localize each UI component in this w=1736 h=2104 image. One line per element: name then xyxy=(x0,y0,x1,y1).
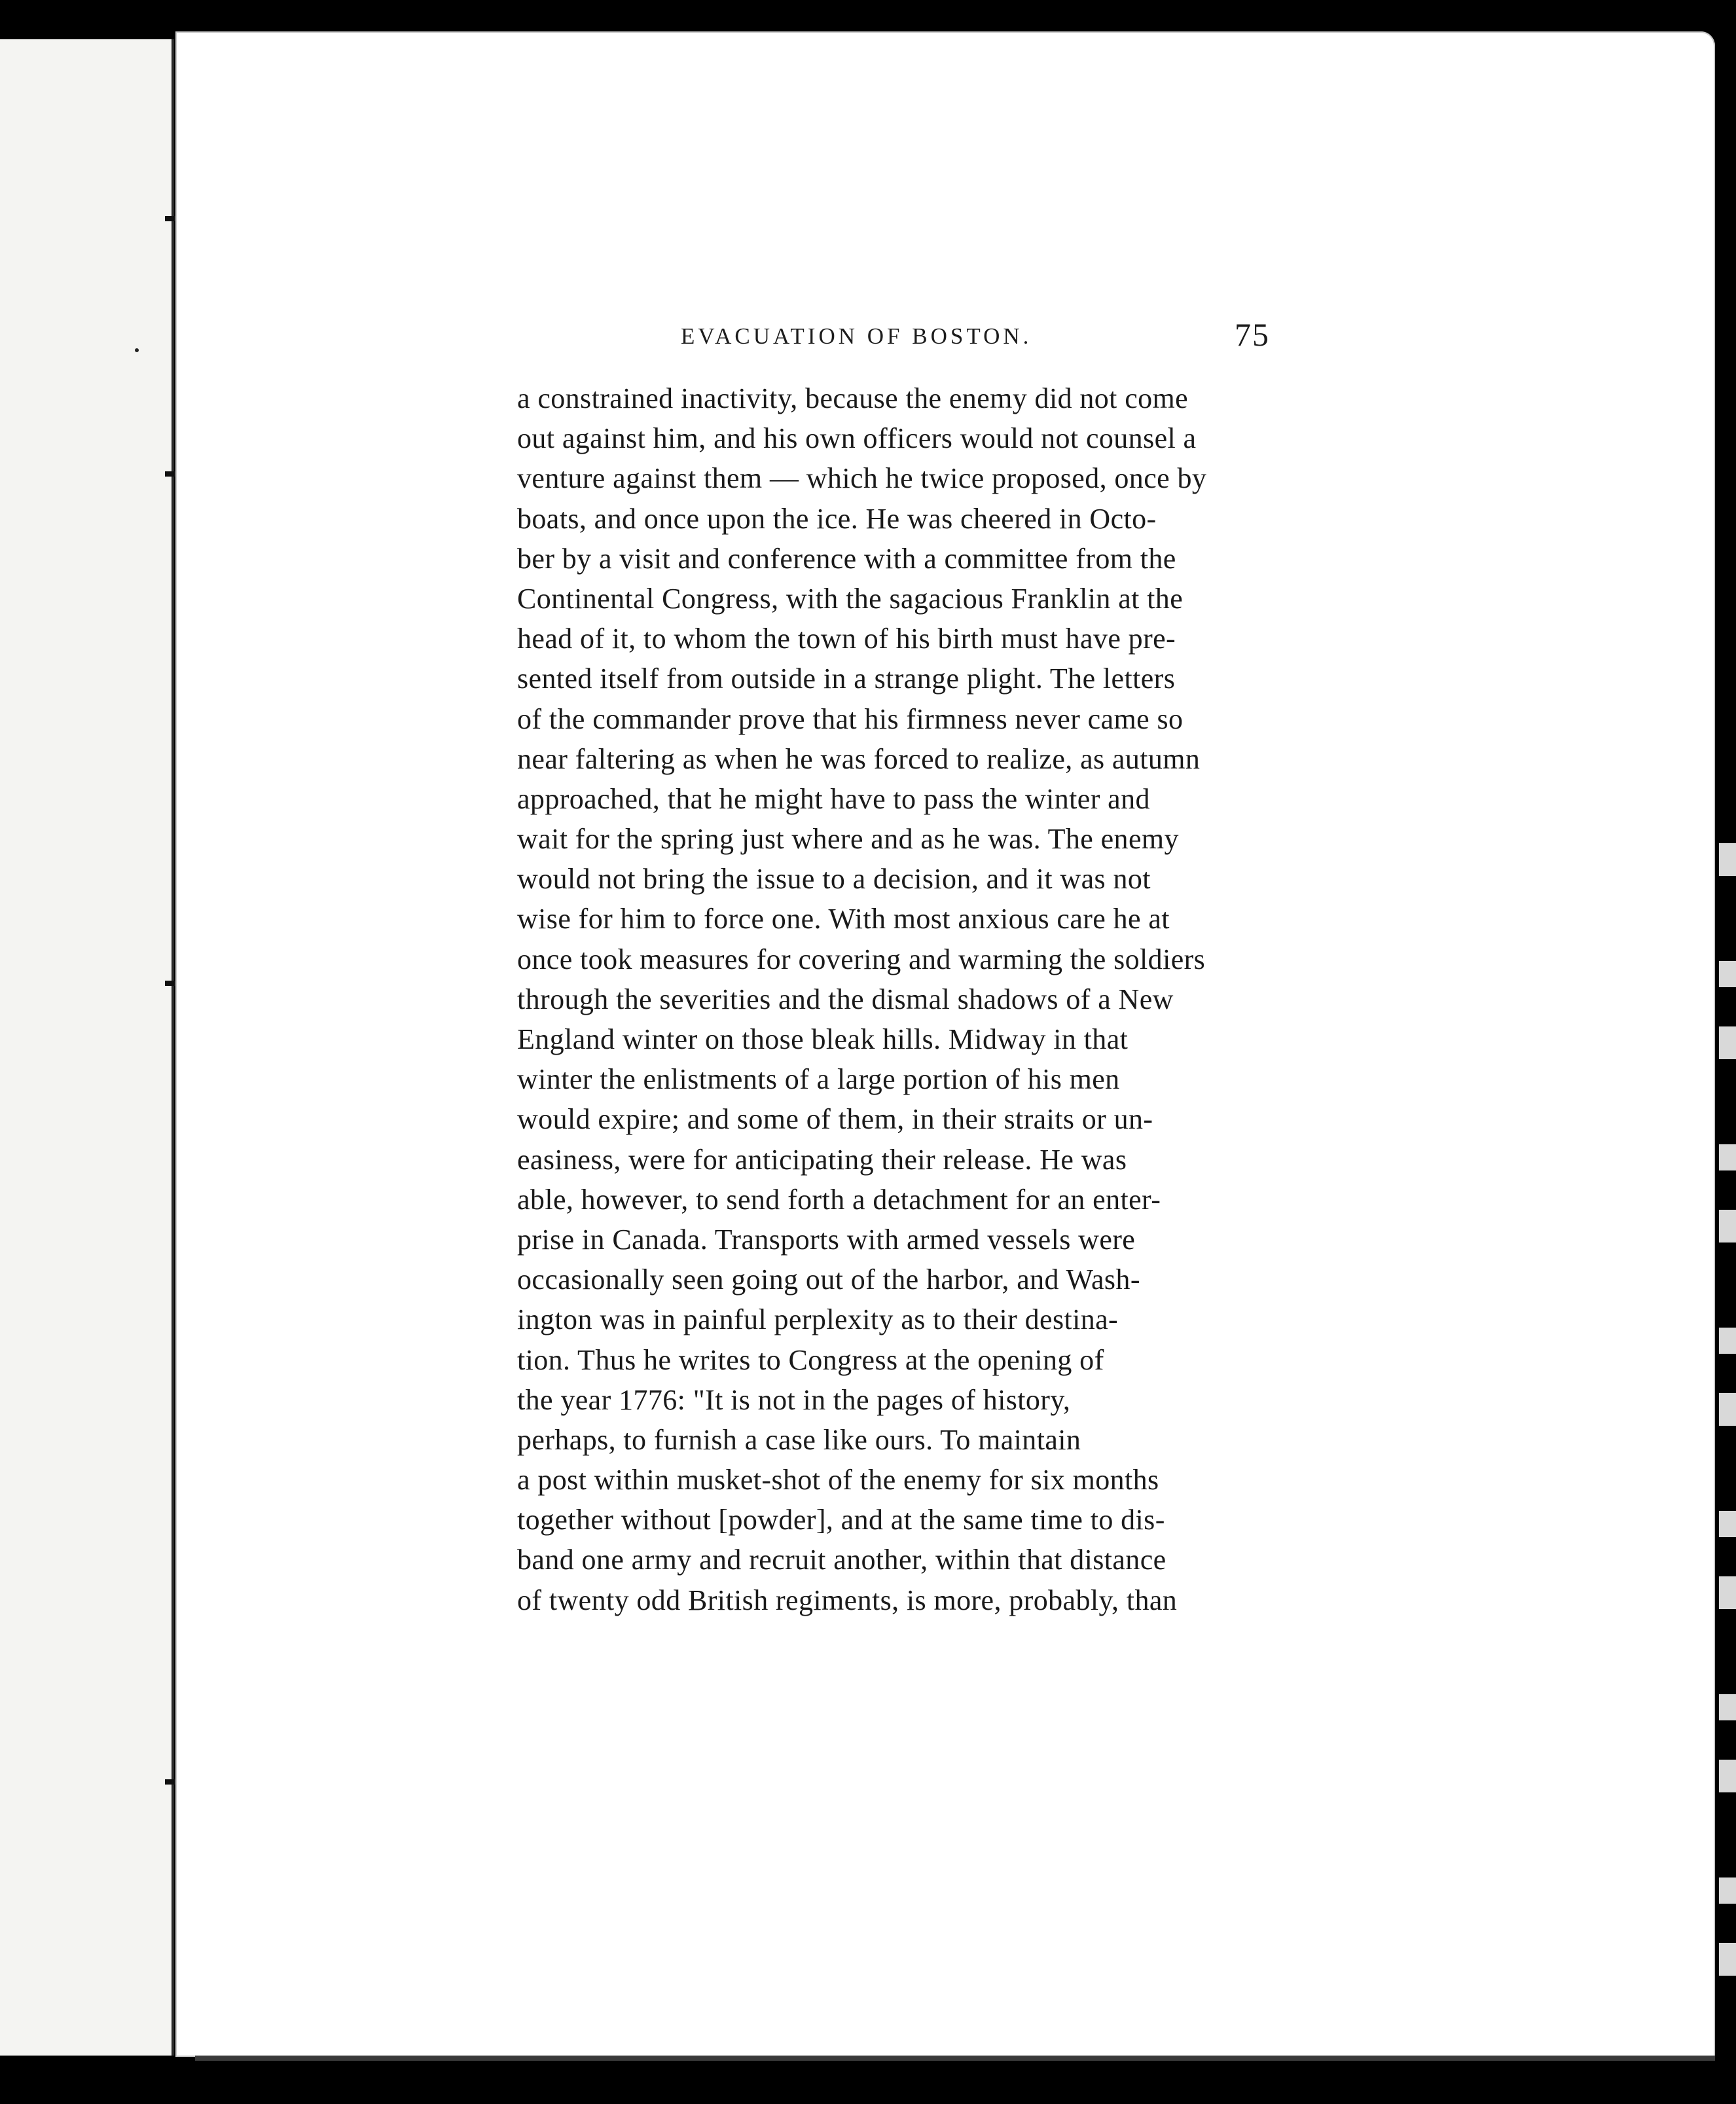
running-head xyxy=(681,316,1270,361)
body-text xyxy=(517,378,1270,1620)
page-edge-bottom xyxy=(195,2056,1715,2061)
text-line: perhaps, to furnish a case like ours. To maintain xyxy=(517,1423,1081,1456)
text-line: wait for the spring just where and as he was. The enemy xyxy=(517,823,1179,856)
text-line: through the severities and the dismal shadows of a New xyxy=(517,983,1174,1015)
facing-page-edge xyxy=(0,39,174,2056)
text-line: winter the enlistments of a large portion of his men xyxy=(517,1063,1120,1096)
text-line: easiness, were for anticipating their release. He was xyxy=(517,1143,1127,1176)
text-line: prise in Canada. Transports with armed vessels were xyxy=(517,1223,1136,1256)
text-line: once took measures for covering and warming the soldiers xyxy=(517,943,1206,975)
text-line: approached, that he might have to pass the winter and xyxy=(517,782,1150,815)
text-line: together without [powder], and at the same time to dis- xyxy=(517,1504,1165,1536)
text-line: ington was in painful perplexity as to their destina- xyxy=(517,1303,1119,1336)
text-line: the year 1776: "It is not in the pages of history, xyxy=(517,1383,1071,1416)
text-line: England winter on those bleak hills. Midway in that xyxy=(517,1023,1129,1055)
text-line: a post within musket-shot of the enemy for six months xyxy=(517,1464,1159,1496)
text-line: out against him, and his own officers would not counsel a xyxy=(517,422,1197,455)
text-line: venture against them — which he twice proposed, once by xyxy=(517,462,1207,495)
text-line: band one army and recruit another, within that distance xyxy=(517,1544,1166,1576)
text-line: wise for him to force one. With most anxious care he at xyxy=(517,903,1170,935)
text-line: occasionally seen going out of the harbor, and Wash- xyxy=(517,1263,1140,1296)
text-line: of the commander prove that his firmness never came so xyxy=(517,702,1184,735)
text-line: sented itself from outside in a strange plight. The letters xyxy=(517,662,1176,695)
text-line: would not bring the issue to a decision, and it was not xyxy=(517,863,1151,896)
speck xyxy=(135,348,139,352)
text-line: Continental Congress, with the sagacious Franklin at the xyxy=(517,582,1184,615)
text-line: boats, and once upon the ice. He was cheered in Octo- xyxy=(517,502,1157,535)
text-line: near faltering as when he was forced to realize, as autumn xyxy=(517,742,1201,775)
text-line: of twenty odd British regiments, is more, probably, than xyxy=(517,1584,1178,1616)
page-edge-right xyxy=(1719,804,1736,1982)
text-line: head of it, to whom the town of his birth must have pre- xyxy=(517,623,1176,655)
running-head-title: EVACUATION OF BOSTON. xyxy=(681,323,1032,349)
text-line: able, however, to send forth a detachment for an enter- xyxy=(517,1183,1161,1216)
text-line: ber by a visit and conference with a committee from the xyxy=(517,542,1176,575)
text-line: a constrained inactivity, because the enemy did not come xyxy=(517,382,1189,414)
text-line: tion. Thus he writes to Congress at the opening of xyxy=(517,1343,1104,1376)
page-number: 75 xyxy=(1235,316,1270,353)
text-line: would expire; and some of them, in their straits or un- xyxy=(517,1103,1153,1136)
